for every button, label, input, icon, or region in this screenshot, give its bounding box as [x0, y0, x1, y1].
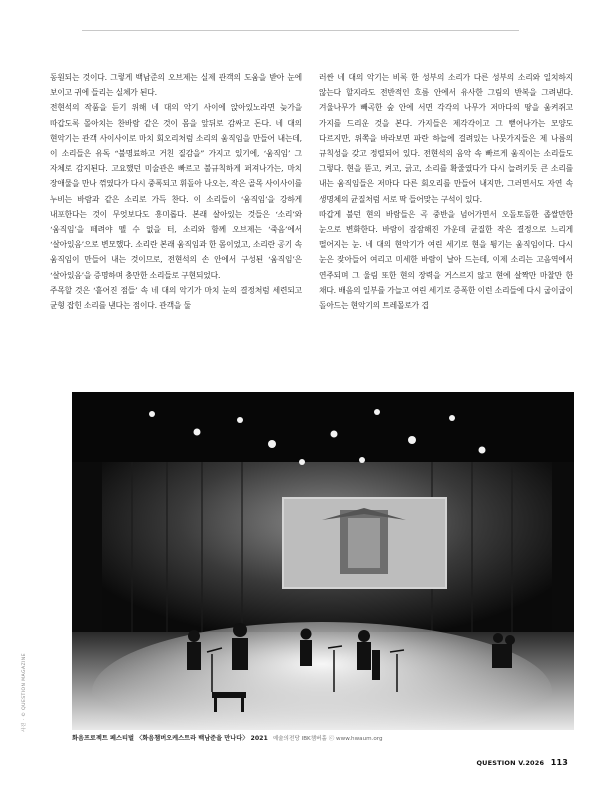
concert-stage-illustration — [72, 392, 574, 730]
magazine-name: QUESTION V.2026 — [476, 759, 545, 767]
article-paragraph: 주목할 것은 ‘흩어진 점들’ 속 네 대의 악기가 마치 눈의 결정처럼 세련되고 균형 잡힌 소리를 낸다는 점이다. 관객을 둘 — [50, 285, 302, 311]
article-paragraph: 따갑게 불던 현의 바람들은 곡 중반을 넘어가면서 오돌토돌한 좁쌀만한 눈으로 변화한다. 바람이 잠잠해진 가운데 균질한 작은 결정으로 느리게 떨어지는 눈. 네 대의 현악기가 여린 세기로 현을 튕기는 움직임이다. 다시 눈은 잦아들어 여리고 미세한 바람이 날아 드는데, 이제 소리는 고음역에서 연주되며 그 울림 또한 현의 장력을 거스르지 않고 현에 살짝만 마찰만 한 채다. 배음의 일부를 가늘고 여린 세기로 증폭한 이런 소리들에 다시 굽이굽이 돌아드는 현악기의 트레몰로가 겹 — [319, 209, 573, 311]
top-rule — [82, 30, 519, 31]
caption-credit: 예술의전당 IBK챔버홀 ⓒ www.hwaum.org — [272, 736, 383, 742]
side-vertical-text: 사진 · © QUESTION MAGAZINE — [22, 653, 27, 732]
article-paragraph: 동원되는 것이다. 그렇게 백남준의 오브제는 실제 관객의 도움을 받아 눈에 보이고 귀에 들리는 실체가 된다. — [50, 73, 302, 98]
photo-caption — [72, 732, 574, 746]
article-paragraph: 전현석의 작품을 듣기 위해 네 대의 악기 사이에 앉아있노라면 늦가을 따갑도록 몰아치는 찬바람 같은 것이 몸을 앞뒤로 감싸고 돈다. 네 대의 현악기는 관객 사이사이로 마치 회오리처럼 소리의 움직임을 만들어 내는데, 이 소리들은 유독 “불명료하고 거친 질감을” 가지고 있기에, ‘움직임’ 그 자체로 감지된다. 고요했던 미술관은 빠르고 불규칙하게 퍼져나가는, 마치 장애물을 만나 꺾였다가 다시 중폭되고 휘돌아 나오는, 작은 골목 사이사이를 누비는 바람과 같은 소리로 가득 찬다. 이 소리들이 ‘움직임’을 강하게 내포한다는 것이 무엇보다도 흥미롭다. 본래 살아있는 것들은 ‘소리’와 ‘움직임’을 떼려야 뗄 수 없을 터, 소리와 함께 오브제는 ‘죽음’에서 ‘살아있음’으로 변모했다. 소리란 본래 움직임과 한 몸이었고, 소리란 공기 속 움직임이 만들어 내는 것이므로, 전현석의 손 안에서 구성된 ‘움직임’은 ‘살아있음’을 증명하며 충만한 소리들로 구현되었다. — [50, 103, 302, 280]
caption-title: 화음프로젝트 페스티벌 〈화음챔버오케스트라 백남준을 만나다〉 2021 — [72, 735, 268, 742]
article-column-right — [319, 70, 573, 313]
concert-photo — [72, 392, 574, 730]
page-footer — [476, 758, 568, 767]
page-number: 113 — [550, 758, 568, 767]
article-column-left — [50, 70, 302, 313]
article-paragraph: 러싼 네 대의 악기는 비록 한 성부의 소리가 다른 성부의 소리와 일치하지 않는다 할지라도 전반적인 흐름 안에서 유사한 그림의 반복을 그려낸다. 겨울나무가 빼곡한 숲 안에 서면 각각의 나무가 저마다의 땅을 움켜쥐고 가지를 드리운 것을 본다. 가지들은 제각각이고 그 뻗어나가는 모양도 다르지만, 위쪽을 바라보면 파란 하늘에 걸려있는 나뭇가지들은 제 나름의 규칙성을 갖고 정렬되어 있다. 전현석의 음악 속 빠르게 움직이는 소리들도 그렇다. 현을 뜯고, 켜고, 긁고, 소리를 확줄였다가 다시 늘려키듯 큰 소리를 내는 움직임들은 저마다 다른 회오리를 만들어 내지만, 그러면서도 자연 속 생명체의 균질처럼 서로 딱 들어맞는 구석이 있다. — [319, 73, 573, 204]
